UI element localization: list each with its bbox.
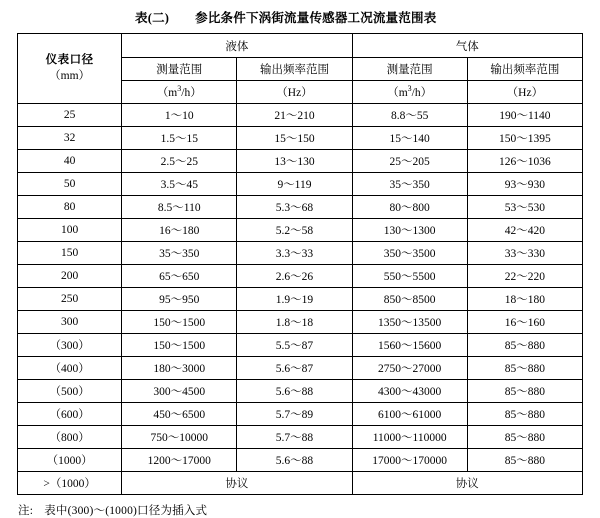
cell-gas-range: 350～3500	[352, 242, 467, 265]
header-gas-frequency: 输出频率范围	[467, 58, 582, 81]
cell-gas-frequency: 85～880	[467, 380, 582, 403]
cell-liquid-range: 150～1500	[122, 311, 237, 334]
cell-gas-range: 850～8500	[352, 288, 467, 311]
cell-liquid-range: 750～10000	[122, 426, 237, 449]
unit-exponent: 3	[407, 84, 412, 94]
cell-liquid-range: 95～950	[122, 288, 237, 311]
cell-diameter: 200	[18, 265, 122, 288]
cell-gas-range: 80～800	[352, 196, 467, 219]
cell-liquid-frequency: 2.6～26	[237, 265, 352, 288]
unit-prefix: （m	[156, 87, 178, 99]
cell-gas-frequency: 16～160	[467, 311, 582, 334]
flow-range-table	[17, 33, 583, 495]
cell-liquid-range: 16～180	[122, 219, 237, 242]
table-row	[18, 150, 583, 173]
table-row	[18, 380, 583, 403]
cell-liquid-frequency: 5.2～58	[237, 219, 352, 242]
cell-gas-range: 4300～43000	[352, 380, 467, 403]
cell-diameter: 32	[18, 127, 122, 150]
cell-diameter: （800）	[18, 426, 122, 449]
table-row	[18, 449, 583, 472]
cell-liquid-frequency: 5.5～87	[237, 334, 352, 357]
table-row	[18, 334, 583, 357]
caption-number: 表(二)	[135, 11, 170, 25]
cell-diameter: 300	[18, 311, 122, 334]
table-row	[18, 472, 583, 495]
header-liquid-frequency-unit: （Hz）	[237, 81, 352, 104]
table-note	[18, 502, 600, 518]
header-gas-frequency-unit: （Hz）	[467, 81, 582, 104]
cell-diameter: （1000）	[18, 449, 122, 472]
cell-liquid-range: 1～10	[122, 104, 237, 127]
cell-gas-frequency: 42～420	[467, 219, 582, 242]
cell-liquid-range: 65～650	[122, 265, 237, 288]
cell-gas-frequency: 85～880	[467, 403, 582, 426]
note-label: 注:	[18, 505, 34, 517]
cell-liquid-range: 300～4500	[122, 380, 237, 403]
cell-liquid-range: 3.5～45	[122, 173, 237, 196]
cell-liquid-range: 1200～17000	[122, 449, 237, 472]
unit-exponent: 3	[177, 84, 182, 94]
cell-liquid-range: 150～1500	[122, 334, 237, 357]
header-liquid-frequency: 输出频率范围	[237, 58, 352, 81]
cell-gas-range: 550～5500	[352, 265, 467, 288]
note-text: 表中(300)～(1000)口径为插入式	[44, 505, 208, 517]
header-diameter-label: 仪表口径	[45, 53, 94, 66]
cell-liquid-range: 2.5～25	[122, 150, 237, 173]
unit-suffix: /h）	[181, 87, 202, 99]
cell-liquid-frequency: 21～210	[237, 104, 352, 127]
cell-gas-range: 2750～27000	[352, 357, 467, 380]
cell-liquid-frequency: 1.8～18	[237, 311, 352, 334]
cell-liquid-frequency: 15～150	[237, 127, 352, 150]
cell-gas-frequency: 53～530	[467, 196, 582, 219]
cell-diameter: （400）	[18, 357, 122, 380]
cell-gas-frequency: 18～180	[467, 288, 582, 311]
cell-liquid-frequency: 3.3～33	[237, 242, 352, 265]
table-row	[18, 127, 583, 150]
cell-gas-range: 8.8～55	[352, 104, 467, 127]
cell-liquid-frequency: 9～119	[237, 173, 352, 196]
cell-liquid-range: 35～350	[122, 242, 237, 265]
header-diameter-unit: （mm）	[49, 69, 91, 82]
header-row-groups	[18, 34, 583, 58]
cell-gas-frequency: 85～880	[467, 357, 582, 380]
cell-liquid-agreement: 协议	[122, 472, 352, 495]
table-row	[18, 311, 583, 334]
header-gas-range-unit	[352, 81, 467, 104]
table-caption	[135, 0, 600, 33]
cell-liquid-frequency: 5.6～88	[237, 380, 352, 403]
table-row	[18, 265, 583, 288]
table-body	[18, 104, 583, 495]
table-row	[18, 242, 583, 265]
cell-gas-frequency: 85～880	[467, 426, 582, 449]
cell-diameter: >（1000）	[18, 472, 122, 495]
cell-diameter: 100	[18, 219, 122, 242]
header-cell-gas: 气体	[352, 34, 582, 58]
cell-diameter: 250	[18, 288, 122, 311]
unit-suffix: /h）	[411, 87, 433, 99]
cell-diameter: 50	[18, 173, 122, 196]
header-gas-range: 测量范围	[352, 58, 467, 81]
cell-gas-frequency: 85～880	[467, 449, 582, 472]
cell-diameter: 80	[18, 196, 122, 219]
cell-gas-range: 17000～170000	[352, 449, 467, 472]
cell-gas-range: 15～140	[352, 127, 467, 150]
table-row	[18, 403, 583, 426]
cell-liquid-frequency: 5.3～68	[237, 196, 352, 219]
cell-diameter: （600）	[18, 403, 122, 426]
cell-gas-frequency: 93～930	[467, 173, 582, 196]
table-head	[18, 34, 583, 104]
cell-gas-range: 1350～13500	[352, 311, 467, 334]
caption-title: 参比条件下涡街流量传感器工况流量范围表	[195, 11, 437, 25]
table-row	[18, 357, 583, 380]
cell-liquid-frequency: 5.6～87	[237, 357, 352, 380]
cell-diameter: （500）	[18, 380, 122, 403]
cell-gas-agreement: 协议	[352, 472, 582, 495]
cell-gas-frequency: 22～220	[467, 265, 582, 288]
cell-gas-frequency: 126～1036	[467, 150, 582, 173]
table-row	[18, 173, 583, 196]
cell-liquid-frequency: 5.7～89	[237, 403, 352, 426]
table-row	[18, 426, 583, 449]
header-liquid-range: 测量范围	[122, 58, 237, 81]
cell-gas-range: 11000～110000	[352, 426, 467, 449]
cell-gas-frequency: 190～1140	[467, 104, 582, 127]
table-row	[18, 219, 583, 242]
cell-gas-range: 1560～15600	[352, 334, 467, 357]
unit-prefix: （m	[387, 87, 408, 99]
cell-liquid-frequency: 5.7～88	[237, 426, 352, 449]
cell-gas-range: 130～1300	[352, 219, 467, 242]
table-row	[18, 288, 583, 311]
cell-liquid-frequency: 1.9～19	[237, 288, 352, 311]
table-row	[18, 104, 583, 127]
cell-liquid-range: 450～6500	[122, 403, 237, 426]
cell-gas-range: 6100～61000	[352, 403, 467, 426]
cell-diameter: 40	[18, 150, 122, 173]
cell-gas-range: 35～350	[352, 173, 467, 196]
cell-diameter: 25	[18, 104, 122, 127]
cell-gas-frequency: 85～880	[467, 334, 582, 357]
cell-liquid-frequency: 13～130	[237, 150, 352, 173]
header-liquid-range-unit	[122, 81, 237, 104]
cell-diameter: 150	[18, 242, 122, 265]
table-row	[18, 196, 583, 219]
cell-diameter: （300）	[18, 334, 122, 357]
cell-gas-frequency: 33～330	[467, 242, 582, 265]
cell-liquid-range: 8.5～110	[122, 196, 237, 219]
header-cell-liquid: 液体	[122, 34, 352, 58]
cell-liquid-range: 1.5～15	[122, 127, 237, 150]
cell-liquid-frequency: 5.6～88	[237, 449, 352, 472]
cell-gas-frequency: 150～1395	[467, 127, 582, 150]
cell-liquid-range: 180～3000	[122, 357, 237, 380]
header-cell-diameter	[18, 34, 122, 104]
cell-gas-range: 25～205	[352, 150, 467, 173]
